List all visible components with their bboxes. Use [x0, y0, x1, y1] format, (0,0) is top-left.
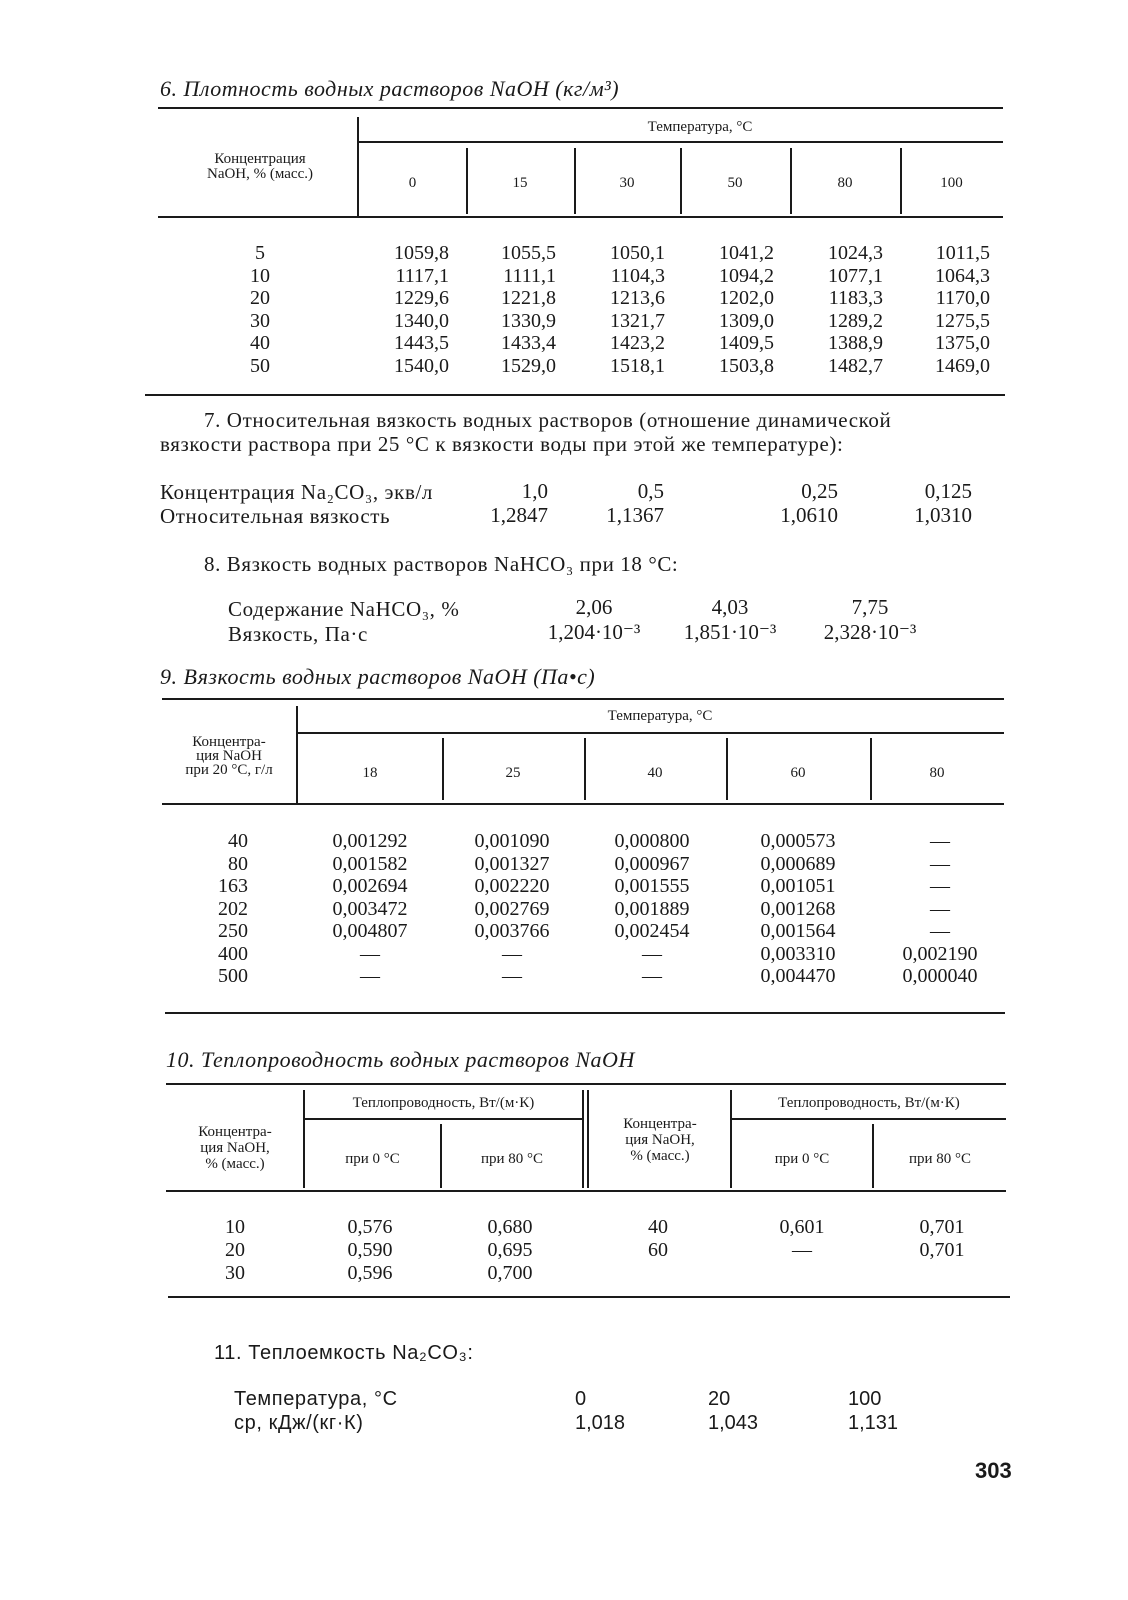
- table9-temp-header: 25: [505, 765, 521, 781]
- table6-value: 1111,1: [503, 264, 556, 287]
- table6-value: 1340,0: [394, 309, 449, 332]
- table9-value: 0,002190: [902, 942, 978, 965]
- table10-value-80: 0,700: [487, 1262, 533, 1284]
- table6-concentration: 5: [255, 242, 265, 264]
- table9-value: —: [930, 830, 950, 852]
- table6-value: 1529,0: [501, 354, 556, 377]
- table6-bottom-rule: [145, 394, 1005, 396]
- table6-value: 1433,4: [501, 332, 556, 354]
- table6-value: 1289,2: [828, 309, 883, 332]
- table9-column-divider: [726, 738, 728, 800]
- table9-concentration: 163: [218, 875, 248, 897]
- table10-sub-header-80-right: при 80 °С: [908, 1151, 972, 1167]
- table9-temp-header: 60: [790, 765, 806, 781]
- table10-group-header: Теплопроводность, Вт/(м·К): [352, 1095, 535, 1111]
- page-number: 303: [975, 1458, 1012, 1483]
- table9-value: 0,001292: [332, 830, 408, 852]
- table6-concentration: 10: [250, 264, 270, 287]
- table10-group-header-right: Теплопроводность, Вт/(м·К): [778, 1095, 960, 1111]
- table10-sub-header-80: при 80 °С: [480, 1151, 544, 1167]
- table6-value: 1469,0: [935, 354, 990, 377]
- section8-label-content: Содержание NaHCO₃, %: [228, 597, 460, 621]
- table9-value: 0,002769: [474, 897, 550, 920]
- table6-header-rule: [158, 216, 1003, 218]
- table10-top-rule: [166, 1083, 1006, 1085]
- table9-value: 0,002454: [614, 920, 690, 942]
- table10-double-divider-b: [587, 1090, 589, 1188]
- table6-value: 1059,8: [394, 242, 449, 264]
- table9-value: —: [930, 920, 950, 942]
- table9-temp-header: 40: [647, 765, 663, 781]
- table6-column-divider: [900, 148, 902, 214]
- table6-value: 1117,1: [395, 264, 449, 287]
- table6-temp-header: 50: [727, 175, 743, 191]
- table10-group-rule: [305, 1118, 582, 1120]
- table6-title: 6. Плотность водных растворов NaOH (кг/м³): [160, 76, 620, 101]
- table6-concentration: 50: [250, 354, 270, 377]
- table6-value: 1503,8: [719, 354, 774, 377]
- section8-heading: 8. Вязкость водных растворов NaHCO₃ при 18 °С:: [204, 552, 679, 576]
- section11-label-cp: cp, кДж/(кг·К): [234, 1412, 364, 1434]
- table10-value-80: 0,695: [487, 1239, 533, 1261]
- table6-row-header: Концентрация NaOH, % (масс.): [206, 151, 313, 182]
- table9-value: 0,003472: [332, 897, 408, 920]
- table9-value: 0,002220: [474, 875, 550, 897]
- table10-value-80-right: 0,701: [919, 1239, 965, 1261]
- table10-concentration: 20: [225, 1239, 245, 1261]
- table9-row-header: Концентра- ция NaOH при 20 °С, г/л: [185, 734, 273, 778]
- table10-group-rule-right: [732, 1118, 1006, 1120]
- table10-row-header-right: Концентра- ция NaOH, % (масс.): [623, 1116, 697, 1164]
- table9-value: 0,001051: [760, 875, 836, 897]
- table6-value: 1482,7: [828, 354, 883, 377]
- table6-value: 1011,5: [935, 242, 990, 264]
- table9-concentration: 400: [218, 942, 248, 965]
- table9-value: 0,002694: [332, 875, 408, 897]
- table6-column-divider: [574, 148, 576, 214]
- table10-sub-header-0-right: при 0 °С: [774, 1151, 830, 1167]
- section11-temperature-value: 20: [708, 1388, 731, 1410]
- section7-text-line2: вязкости раствора при 25 °С к вязкости воды при этой же температуре):: [160, 432, 844, 456]
- section11-heading: 11. Теплоемкость Na₂CO₃:: [214, 1342, 474, 1364]
- table6-value: 1050,1: [610, 242, 665, 264]
- section8-content-value: 2,06: [575, 595, 613, 619]
- table9-value: 0,001555: [614, 875, 690, 897]
- section7-viscosity-value: 1,0310: [914, 503, 972, 527]
- table9-concentration: 500: [218, 965, 248, 987]
- table9-value: —: [502, 965, 522, 987]
- table10-value-0: 0,590: [347, 1239, 393, 1261]
- table6-concentration: 30: [250, 309, 270, 332]
- table10-value-0-right: —: [792, 1239, 812, 1261]
- table9-bottom-rule: [165, 1012, 1005, 1014]
- table9-group-header: Температура, °С: [607, 708, 713, 724]
- table9-concentration: 40: [228, 830, 248, 852]
- table9-header-rule: [162, 803, 1004, 805]
- table10-value-80-right: 0,701: [919, 1216, 965, 1238]
- section8-viscosity-value: 1,851·10⁻³: [683, 620, 777, 644]
- table9-value: —: [642, 965, 662, 987]
- table6-value: 1077,1: [828, 264, 883, 287]
- table9-column-divider: [442, 738, 444, 800]
- table9-group-rule: [298, 732, 1004, 734]
- table10-double-divider-a: [582, 1090, 584, 1188]
- table6-concentration: 20: [250, 287, 270, 309]
- table9-top-rule: [162, 698, 1004, 700]
- table6-value: 1540,0: [394, 354, 449, 377]
- table10-bottom-rule: [168, 1296, 1010, 1298]
- table6-value: 1183,3: [828, 287, 883, 309]
- table6-temp-header: 100: [940, 175, 963, 191]
- table10-sub-header-0: при 0 °С: [345, 1151, 400, 1167]
- section7-viscosity-value: 1,2847: [490, 503, 548, 527]
- table10-value-0-right: 0,601: [779, 1216, 825, 1238]
- table6-value: 1064,3: [935, 264, 990, 287]
- table10-row-header: Концентра- ция NaOH, % (масс.): [198, 1124, 272, 1172]
- table6-value: 1330,9: [501, 309, 556, 332]
- table9-value: —: [360, 942, 380, 965]
- table9-value: 0,003766: [474, 920, 550, 942]
- table9-value: —: [930, 852, 950, 875]
- table9-value: 0,001327: [474, 852, 550, 875]
- section11-temperature-value: 100: [848, 1388, 882, 1410]
- section11-cp-value: 1,018: [575, 1412, 626, 1434]
- table10-value-80: 0,680: [487, 1216, 533, 1238]
- table6-value: 1170,0: [935, 287, 990, 309]
- table9-value: —: [502, 942, 522, 965]
- table6-value: 1309,0: [719, 309, 774, 332]
- table6-value: 1321,7: [610, 309, 665, 332]
- table6-value: 1409,5: [719, 332, 774, 354]
- table6-value: 1024,3: [828, 242, 883, 264]
- table9-value: 0,000967: [614, 852, 690, 875]
- table6-top-rule: [158, 107, 1003, 109]
- table9-value: 0,004807: [332, 920, 408, 942]
- table6-value: 1221,8: [501, 287, 556, 309]
- table6-temp-header: 30: [619, 175, 635, 191]
- table10-value-0: 0,596: [347, 1262, 393, 1284]
- section7-viscosity-value: 1,0610: [780, 503, 838, 527]
- table9-value: 0,004470: [760, 965, 836, 987]
- section8-content-value: 4,03: [711, 595, 749, 619]
- section7-label-concentration: Концентрация Na₂CO₃, экв/л: [160, 480, 433, 504]
- table9-value: —: [360, 965, 380, 987]
- table6-value: 1055,5: [501, 242, 556, 264]
- table9-value: 0,001268: [760, 897, 836, 920]
- table6-column-divider: [466, 148, 468, 214]
- table10-title: 10. Теплопроводность водных растворов NaOH: [166, 1047, 635, 1072]
- table6-stub-divider: [357, 117, 359, 217]
- section7-concentration-value: 0,125: [924, 479, 972, 503]
- table9-value: —: [930, 875, 950, 897]
- section8-viscosity-value: 1,204·10⁻³: [547, 620, 641, 644]
- table9-value: 0,001582: [332, 852, 408, 875]
- table6-value: 1375,0: [935, 332, 990, 354]
- table9-column-divider: [870, 738, 872, 800]
- section7-concentration-value: 0,25: [801, 479, 838, 503]
- table6-value: 1443,5: [394, 332, 449, 354]
- table6-group-rule: [359, 141, 1003, 143]
- table6-temp-header: 15: [512, 175, 528, 191]
- section8-label-viscosity: Вязкость, Па·с: [228, 622, 368, 646]
- table6-group-header: Температура, °С: [647, 119, 753, 135]
- table10-header-rule: [166, 1190, 1006, 1192]
- table10-concentration: 30: [225, 1262, 245, 1284]
- table9-value: 0,001564: [760, 920, 836, 942]
- section11-cp-value: 1,131: [848, 1412, 899, 1434]
- table9-stub-divider: [296, 706, 298, 804]
- table10-value-0: 0,576: [347, 1216, 393, 1238]
- table9-title: 9. Вязкость водных растворов NaOH (Па•с): [160, 664, 596, 689]
- section7-concentration-value: 0,5: [637, 479, 664, 503]
- table9-value: —: [930, 897, 950, 920]
- table6-column-divider: [790, 148, 792, 214]
- table6-concentration: 40: [250, 332, 270, 354]
- table6-value: 1275,5: [935, 309, 990, 332]
- table9-concentration: 202: [218, 897, 248, 920]
- table6-value: 1518,1: [610, 354, 665, 377]
- section8-content-value: 7,75: [851, 595, 889, 619]
- table9-value: —: [642, 942, 662, 965]
- table9-column-divider: [584, 738, 586, 800]
- table6-value: 1213,6: [610, 287, 665, 309]
- table9-temp-header: 18: [362, 765, 378, 781]
- table6-value: 1423,2: [610, 332, 665, 354]
- section7-label-viscosity: Относительная вязкость: [160, 504, 391, 528]
- table6-value: 1104,3: [610, 264, 665, 287]
- table9-value: 0,000689: [760, 852, 836, 875]
- table6-column-divider: [680, 148, 682, 214]
- table6-value: 1041,2: [719, 242, 774, 264]
- table9-value: 0,003310: [760, 942, 836, 965]
- table9-value: 0,001889: [614, 897, 690, 920]
- table9-value: 0,000040: [902, 965, 978, 987]
- table6-value: 1202,0: [719, 287, 774, 309]
- section8-viscosity-value: 2,328·10⁻³: [823, 620, 917, 644]
- table6-value: 1388,9: [828, 332, 883, 354]
- table9-value: 0,000573: [760, 830, 836, 852]
- table10-concentration: 10: [225, 1216, 245, 1238]
- section7-viscosity-value: 1,1367: [606, 503, 664, 527]
- table6-temp-header: 0: [408, 175, 417, 191]
- table10-concentration-right: 40: [648, 1216, 668, 1238]
- table9-temp-header: 80: [929, 765, 945, 781]
- table9-value: 0,000800: [614, 830, 690, 852]
- section11-cp-value: 1,043: [708, 1412, 759, 1434]
- table9-concentration: 80: [228, 852, 248, 875]
- table9-value: 0,001090: [474, 830, 550, 852]
- table6-value: 1229,6: [394, 287, 449, 309]
- section11-label-temperature: Температура, °С: [234, 1388, 398, 1410]
- section11-temperature-value: 0: [575, 1388, 587, 1410]
- table6-temp-header: 80: [837, 175, 853, 191]
- section7-concentration-value: 1,0: [521, 479, 548, 503]
- table10-concentration-right: 60: [648, 1239, 668, 1261]
- section7-text-line1: 7. Относительная вязкость водных растворов (отношение динамической: [204, 408, 892, 432]
- table9-concentration: 250: [218, 920, 248, 942]
- table6-value: 1094,2: [719, 264, 774, 287]
